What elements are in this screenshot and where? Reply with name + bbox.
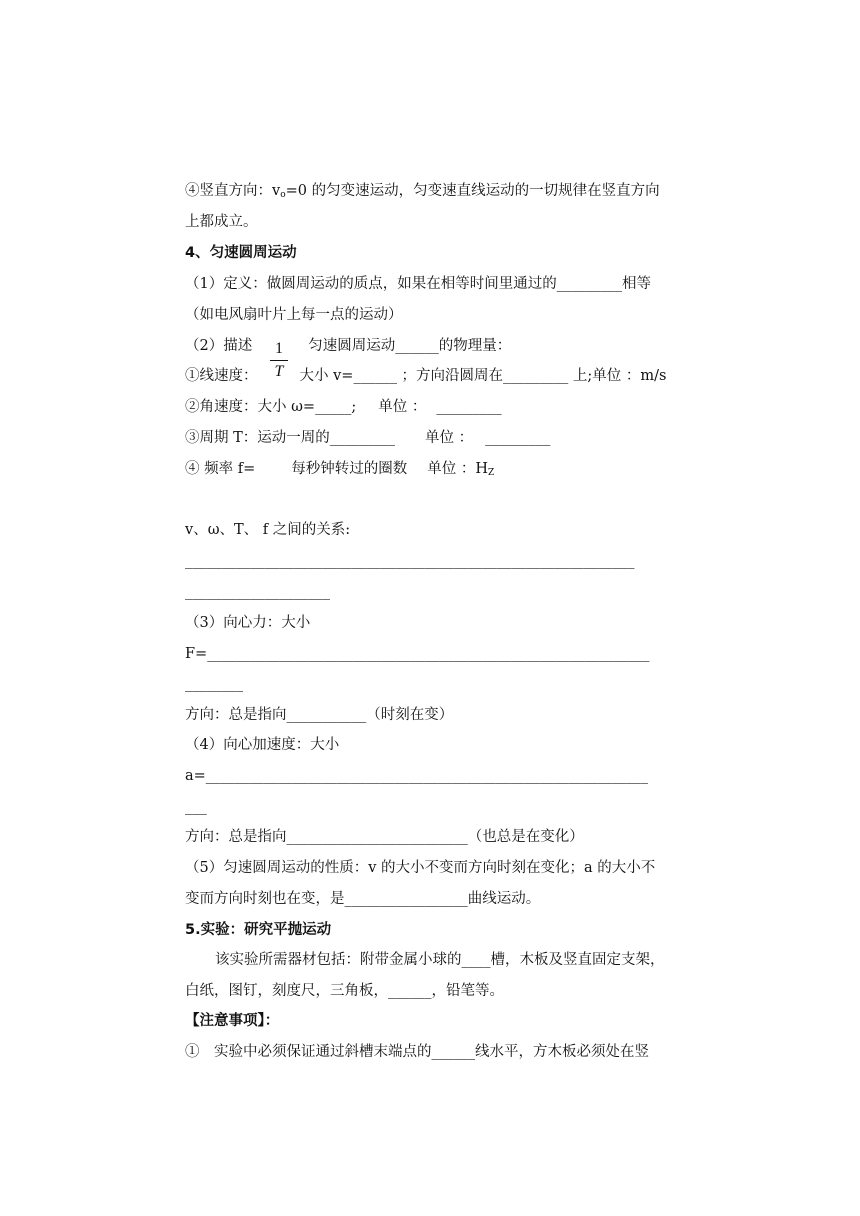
notes-heading: 【注意事项】： xyxy=(185,1013,280,1029)
blank: _________ xyxy=(436,399,502,415)
line-text: （2）描述 xyxy=(185,338,253,354)
text-line: 白纸，图钉，刻度尺，三角板，______，铅笔等。 xyxy=(185,983,504,999)
text-line: （3）向心力：大小 xyxy=(185,615,311,631)
text-line: ① 实验中必须保证通过斜槽末端点的______线水平，方木板必须处在竖 xyxy=(185,1044,649,1060)
fraction-denominator: T xyxy=(274,363,284,380)
text-line: 上都成立。 xyxy=(185,214,258,230)
line-text: ②角速度：大小 ω=_____; xyxy=(185,399,357,415)
text-line xyxy=(185,181,675,201)
line-text: 大小 v=______ ；方向沿圆周在_________ 上;单位 ：m/s xyxy=(299,368,667,384)
text-line: 方向：总是指向_________________________（也总是在变化） xyxy=(185,829,584,845)
subscript: Z xyxy=(488,468,495,478)
text-line: 变而方向时刻也在变，是_________________曲线运动。 xyxy=(185,891,541,907)
text-line: （如电风扇叶片上每一点的运动） xyxy=(185,307,403,323)
blank-line: F=_____________________________________________________________ xyxy=(185,646,650,662)
section-heading: 5.实验：研究平抛运动 xyxy=(185,922,332,938)
text-line: 该实验所需器材包括：附带金属小球的____槽，木板及竖直固定支架， xyxy=(215,952,665,968)
text-line xyxy=(185,366,675,386)
section-heading: 4、匀速圆周运动 xyxy=(185,245,297,261)
blank-line: ____________________ xyxy=(185,584,330,600)
text-line: （5）匀速圆周运动的性质：v 的大小不变而方向时刻在变化；a 的大小不 xyxy=(185,860,656,876)
text-line: （4）向心加速度：大小 xyxy=(185,737,340,753)
blank: _________ xyxy=(485,430,551,446)
text-line: v、ω、T、 f 之间的关系: xyxy=(185,522,351,538)
line-text: 单位 ： xyxy=(378,399,427,415)
text-line xyxy=(185,397,675,417)
text-line xyxy=(185,336,675,356)
blank-line: a=_____________________________________________________________ xyxy=(185,768,649,784)
fraction-bar xyxy=(270,360,288,361)
fraction-numerator: 1 xyxy=(275,340,283,357)
blank-line: ______________________________________________________________ xyxy=(185,553,635,569)
line-text: ①线速度： xyxy=(185,368,258,384)
line-text: ④竖直方向：v xyxy=(185,183,281,199)
line-text: 单位 ： xyxy=(425,430,474,446)
text-line xyxy=(185,459,675,479)
text-line xyxy=(185,428,675,448)
line-text: 每秒钟转过的圈数 xyxy=(291,461,408,477)
subscript: o xyxy=(280,190,286,200)
line-text: ④ 频率 f= xyxy=(185,461,256,477)
line-text: 单位 ：H xyxy=(427,461,488,477)
line-text: ③周期 T：运动一周的_________ xyxy=(185,430,396,446)
text-line: 方向：总是指向___________（时刻在变） xyxy=(185,707,454,723)
blank-line: ___ xyxy=(185,799,207,815)
blank-line: ________ xyxy=(185,676,243,692)
line-text: =0 的匀变速运动，匀变速直线运动的一切规律在竖直方向 xyxy=(285,183,660,199)
text-line: （1）定义：做圆周运动的质点，如果在相等时间里通过的_________相等 xyxy=(185,276,651,292)
line-text: 匀速圆周运动______的物理量： xyxy=(308,338,512,354)
